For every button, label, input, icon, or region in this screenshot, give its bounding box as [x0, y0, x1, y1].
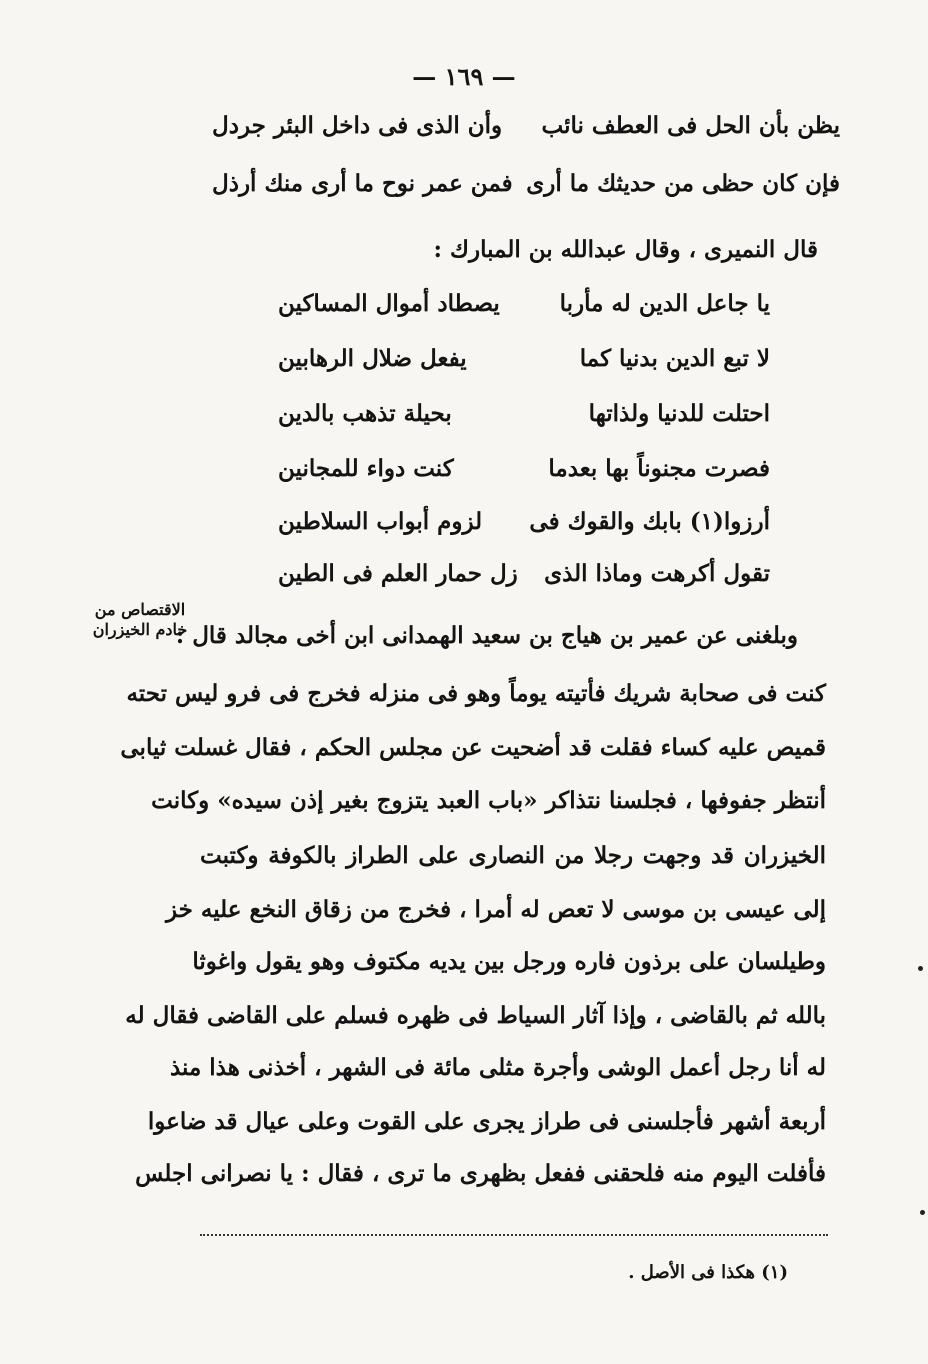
poem-verse-2	[270, 345, 770, 381]
prose-line: فأفلت اليوم منه فلحقنى ففعل بظهرى ما ترى ، فقال : يا نصرانى اجلس	[135, 1160, 826, 1187]
scan-speck	[918, 966, 923, 971]
verse-right-hemistich: فإن كان حظى من حديثك ما أرى	[526, 170, 840, 197]
verse-left-hemistich: فمن عمر نوح ما أرى منك أرذل	[212, 170, 513, 197]
opening-verse-1	[200, 112, 840, 148]
poem-verse-1	[270, 290, 770, 326]
verse-left-hemistich: يصطاد أموال المساكين	[278, 290, 500, 317]
verse-left-hemistich: زل حمار العلم فى الطين	[278, 560, 518, 587]
verse-left-hemistich: يفعل ضلال الرهابين	[278, 345, 467, 372]
verse-right-hemistich: أرزوا(١) بابك والقوك فى	[529, 508, 770, 535]
prose-line: كنت فى صحابة شريك فأتيته يوماً وهو فى منزله فخرج فى فرو ليس تحته	[126, 680, 826, 707]
poem-intro: قال النميرى ، وقال عبدالله بن المبارك :	[433, 236, 818, 263]
verse-left-hemistich: بحيلة تذهب بالدين	[278, 400, 452, 427]
opening-verse-2	[200, 170, 840, 206]
verse-right-hemistich: يا جاعل الدين له مأربا	[559, 290, 770, 317]
prose-line: أنتظر جفوفها ، فجلسنا نتذاكر «باب العبد يتزوج بغير إذن سيده» وكانت	[151, 787, 826, 814]
verse-left-hemistich: لزوم أبواب السلاطين	[278, 508, 483, 535]
verse-right-hemistich: لا تبع الدين بدنيا كما	[579, 345, 770, 372]
prose-line: وطيلسان على برذون فاره ورجل بين يديه مكتوف وهو يقول واغوثا	[192, 948, 826, 975]
footnote-separator	[200, 1234, 828, 1236]
prose-line: قميص عليه كساء فقلت قد أضحيت عن مجلس الحكم ، فقال غسلت ثيابى	[120, 734, 826, 761]
footnote: (١) هكذا فى الأصل .	[628, 1262, 788, 1283]
verse-right-hemistich: فصرت مجنوناً بها بعدما	[548, 455, 770, 482]
margin-note-line: الاقتصاص من	[94, 600, 186, 619]
prose-line: وبلغنى عن عمير بن هياج بن سعيد الهمدانى ابن أخى مجالد قال :	[175, 622, 798, 649]
verse-right-hemistich: يظن بأن الحل فى العطف نائب	[541, 112, 840, 139]
prose-line: بالله ثم بالقاضى ، وإذا آثار السياط فى ظهره فسلم على القاضى فقال له	[125, 1002, 826, 1029]
margin-note-line: خادم الخيزران	[92, 620, 188, 639]
poem-verse-6	[270, 560, 770, 596]
prose-line: الخيزران قد وجهت رجلا من النصارى على الطراز بالكوفة وكتبت	[200, 842, 826, 869]
scan-speck	[920, 1210, 925, 1215]
verse-left-hemistich: كنت دواء للمجانين	[278, 455, 454, 482]
prose-line: أربعة أشهر فأجلسنى فى طراز يجرى على القوت وعلى عيال قد ضاعوا	[147, 1108, 826, 1135]
page-number: — ١٦٩ —	[412, 62, 516, 91]
poem-verse-4	[270, 455, 770, 491]
verse-left-hemistich: وأن الذى فى داخل البئر جردل	[212, 112, 503, 139]
prose-line: له أنا رجل أعمل الوشى وأجرة مثلى مائة فى الشهر ، أخذنى هذا منذ	[169, 1054, 826, 1081]
poem-verse-3	[270, 400, 770, 436]
poem-verse-5	[270, 508, 770, 544]
prose-line: إلى عيسى بن موسى لا تعص له أمرا ، فخرج من زقاق النخع عليه خز	[165, 896, 826, 923]
verse-right-hemistich: احتلت للدنيا ولذاتها	[588, 400, 770, 427]
verse-right-hemistich: تقول أكرهت وماذا الذى	[544, 560, 770, 587]
